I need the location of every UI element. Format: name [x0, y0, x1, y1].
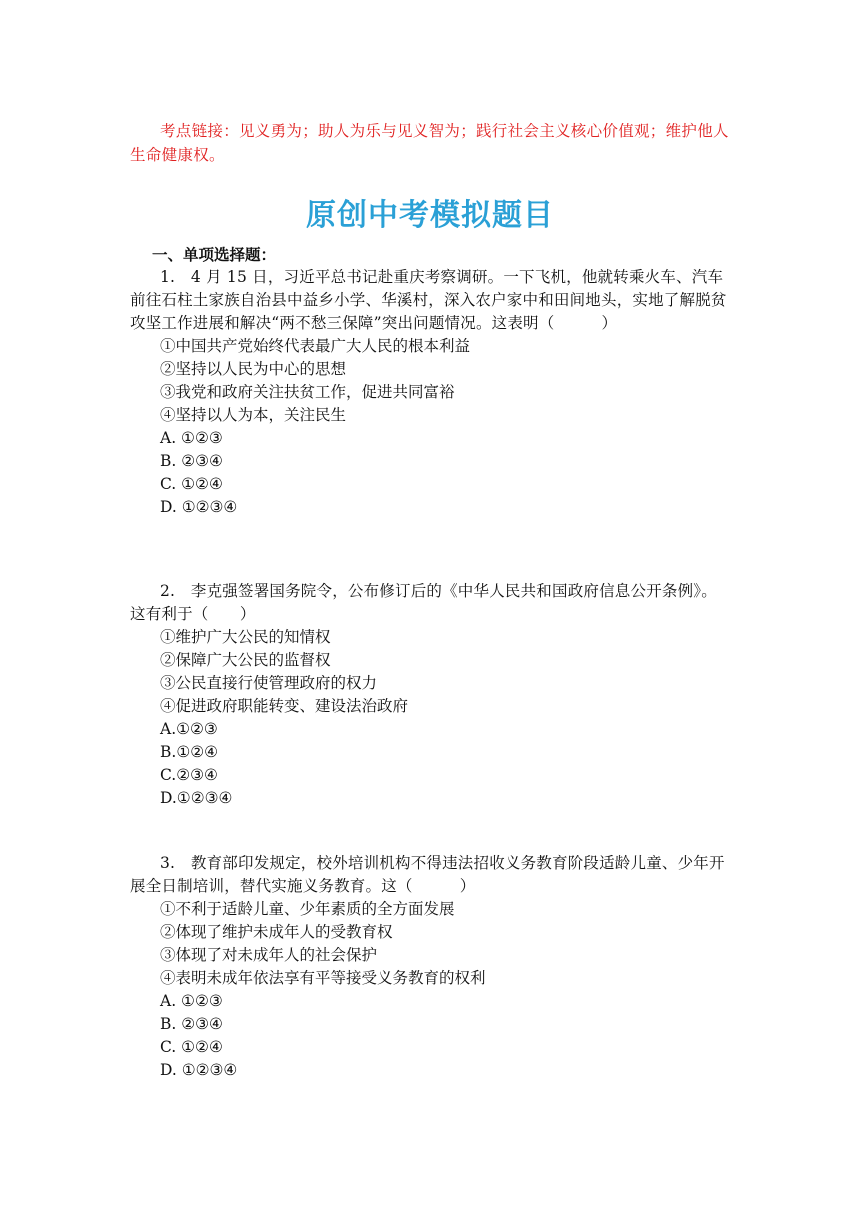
statement-item: ②体现了维护未成年人的受教育权: [160, 923, 393, 941]
answer-option: B. ②③④: [160, 1015, 223, 1033]
statement-item: ②坚持以人民为中心的思想: [160, 360, 347, 378]
statement-item: ①维护广大公民的知情权: [160, 628, 331, 646]
answer-option: C.②③④: [160, 766, 218, 784]
question-stem: 3. 教育部印发规定，校外培训机构不得违法招收义务教育阶段适龄儿童、少年开展全日制培训，替代实施义务教育。这（ ）: [130, 854, 725, 895]
statement-item: ①不利于适龄儿童、少年素质的全方面发展: [160, 900, 455, 918]
question-1: [130, 266, 730, 519]
section-heading: 一、单项选择题：: [152, 245, 277, 264]
statement-item: ③体现了对未成年人的社会保护: [160, 946, 378, 964]
question-stem: 2. 李克强签署国务院令，公布修订后的《中华人民共和国政府信息公开条例》。这有利于（ ）: [130, 582, 717, 623]
statement-item: ②保障广大公民的监督权: [160, 651, 331, 669]
answer-option: B.①②④: [160, 743, 219, 761]
answer-option: A.①②③: [160, 720, 218, 738]
answer-option: D. ①②③④: [160, 498, 238, 516]
answer-option: C. ①②④: [160, 475, 223, 493]
answer-option: A. ①②③: [160, 429, 223, 447]
statement-item: ④促进政府职能转变、建设法治政府: [160, 697, 409, 715]
statement-item: ③我党和政府关注扶贫工作，促进共同富裕: [160, 383, 455, 401]
statement-item: ④坚持以人为本，关注民生: [160, 406, 347, 424]
question-3: [130, 852, 730, 1082]
answer-option: B. ②③④: [160, 452, 223, 470]
question-2: [130, 580, 730, 810]
exam-point-note: 考点链接：见义勇为；助人为乐与见义智为；践行社会主义核心价值观；维护他人生命健康权。: [130, 121, 729, 164]
statement-item: ①中国共产党始终代表最广大人民的根本利益: [160, 337, 471, 355]
question-stem: 1. 4 月 15 日，习近平总书记赴重庆考察调研。一下飞机，他就转乘火车、汽车前往石柱土家族自治县中益乡小学、华溪村，深入农户家中和田间地头，实地了解脱贫攻坚工作进展和解决“两不愁三保障”突出问题情况。这表明（ ）: [130, 268, 727, 332]
answer-option: C. ①②④: [160, 1038, 223, 1056]
answer-option: A. ①②③: [160, 992, 223, 1010]
answer-option: D. ①②③④: [160, 1061, 238, 1079]
page-title: 原创中考模拟题目: [306, 198, 554, 233]
answer-option: D.①②③④: [160, 789, 233, 807]
statement-item: ④表明未成年依法享有平等接受义务教育的权利: [160, 969, 486, 987]
statement-item: ③公民直接行使管理政府的权力: [160, 674, 378, 692]
